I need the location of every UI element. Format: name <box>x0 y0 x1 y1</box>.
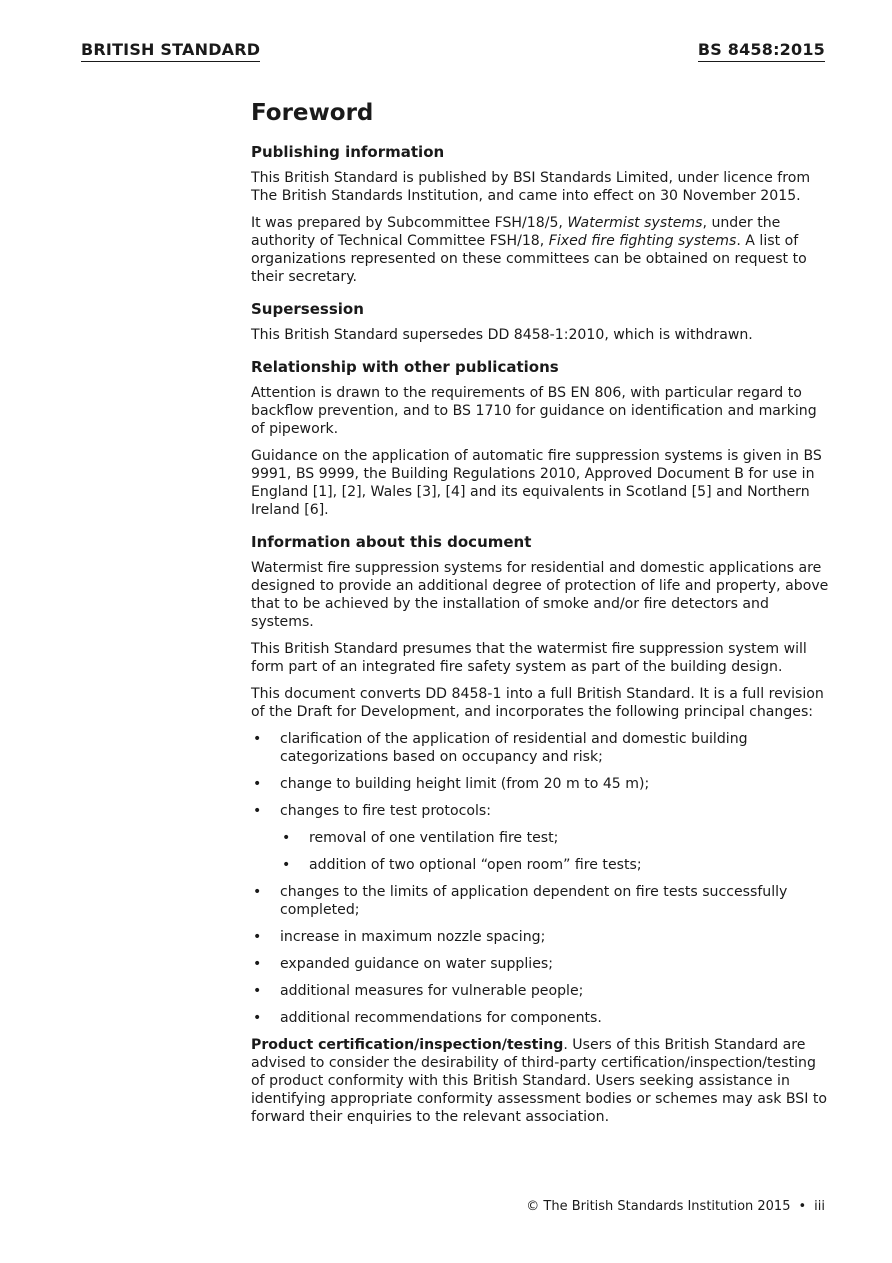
paragraph: Guidance on the application of automatic fire suppression systems is given in BS 9991, BS 9999, the Building Regulations 2010, Approved Document B for use in England [1], [2], Wales [3], [4] and its equivalents in Scotland [5] and Northern Ireland [6]. <box>251 448 822 518</box>
committee-title: Fixed fire fighting systems <box>548 233 737 249</box>
list-item-text: changes to fire test protocols: <box>280 803 491 819</box>
list-item <box>251 883 829 919</box>
section-heading: Information about this document <box>251 533 532 551</box>
list-item <box>251 928 829 946</box>
section-information <box>251 533 829 1126</box>
list-item <box>251 1009 829 1027</box>
running-header-left: BRITISH STANDARD <box>81 40 260 62</box>
paragraph: This document converts DD 8458-1 into a full British Standard. It is a full revision of the Draft for Development, and incorporates the following principal changes: <box>251 686 824 720</box>
bullet-icon: • <box>253 929 262 945</box>
paragraph: Watermist fire suppression systems for residential and domestic applications are designed to provide an additional degree of protection of life and property, above that to be achieved by the installation of smoke and/or fire detectors and systems. <box>251 560 829 630</box>
page-content <box>251 99 829 1135</box>
paragraph: This British Standard is published by BSI Standards Limited, under licence from The British Standards Institution, and came into effect on 30 November 2015. <box>251 170 811 204</box>
bullet-icon: • <box>253 956 262 972</box>
list-item-text: changes to the limits of application dependent on fire tests successfully completed; <box>280 884 788 918</box>
page-number: iii <box>814 1199 825 1214</box>
list-item-text: additional recommendations for components. <box>280 1010 602 1026</box>
paragraph <box>251 214 829 286</box>
bullet-icon: • <box>282 830 291 846</box>
list-item <box>280 829 829 847</box>
paragraph: This British Standard supersedes DD 8458-1:2010, which is withdrawn. <box>251 327 753 343</box>
text-run: It was prepared by Subcommittee FSH/18/5, <box>251 215 568 231</box>
page-title: Foreword <box>251 100 374 126</box>
list-item-text: clarification of the application of residential and domestic building categorizations based on occupancy and risk; <box>280 731 748 765</box>
list-item <box>280 856 829 874</box>
bullet-icon: • <box>282 857 291 873</box>
list-item-text: addition of two optional “open room” fire tests; <box>309 857 642 873</box>
certification-text: . Users of this British Standard are advised to consider the desirability of third-party certification/inspection/testing of product conformity with this British Standard. Users seeking assistance in identifying appropriate conformity assessment bodies or schemes may ask BSI to forward their enquiries to the relevant association. <box>251 1037 827 1125</box>
section-heading: Relationship with other publications <box>251 358 559 376</box>
footer-separator: • <box>798 1199 807 1214</box>
page-footer <box>526 1199 825 1215</box>
changes-list <box>251 730 829 1027</box>
list-item-text: expanded guidance on water supplies; <box>280 956 553 972</box>
list-item-text: increase in maximum nozzle spacing; <box>280 929 546 945</box>
paragraph: This British Standard presumes that the watermist fire suppression system will form part of an integrated fire safety system as part of the building design. <box>251 641 807 675</box>
list-item <box>251 802 829 874</box>
bullet-icon: • <box>253 1010 262 1026</box>
list-item <box>251 955 829 973</box>
subcommittee-title: Watermist systems <box>567 215 703 231</box>
fire-test-changes-list <box>280 829 829 874</box>
list-item <box>251 982 829 1000</box>
running-header-right: BS 8458:2015 <box>698 40 825 62</box>
bullet-icon: • <box>253 776 262 792</box>
list-item-text: additional measures for vulnerable people; <box>280 983 584 999</box>
list-item <box>251 730 829 766</box>
section-heading: Supersession <box>251 300 364 318</box>
list-item-text: change to building height limit (from 20 m to 45 m); <box>280 776 650 792</box>
certification-paragraph <box>251 1036 829 1126</box>
section-heading: Publishing information <box>251 143 445 161</box>
certification-label: Product certification/inspection/testing <box>251 1037 564 1053</box>
section-relationship <box>251 358 829 519</box>
text-run: . A list of organizations represented on these committees can be obtained on request to their secretary. <box>251 233 807 285</box>
bullet-icon: • <box>253 884 262 900</box>
paragraph: Attention is drawn to the requirements of BS EN 806, with particular regard to backflow prevention, and to BS 1710 for guidance on identification and marking of pipework. <box>251 385 817 437</box>
text-run: , under the authority of Technical Committee FSH/18, <box>251 215 781 249</box>
bullet-icon: • <box>253 803 262 819</box>
bullet-icon: • <box>253 731 262 747</box>
list-item-text: removal of one ventilation fire test; <box>309 830 559 846</box>
section-publishing-information <box>251 143 829 286</box>
copyright-notice: © The British Standards Institution 2015 <box>526 1199 791 1214</box>
bullet-icon: • <box>253 983 262 999</box>
section-supersession <box>251 300 829 344</box>
list-item <box>251 775 829 793</box>
